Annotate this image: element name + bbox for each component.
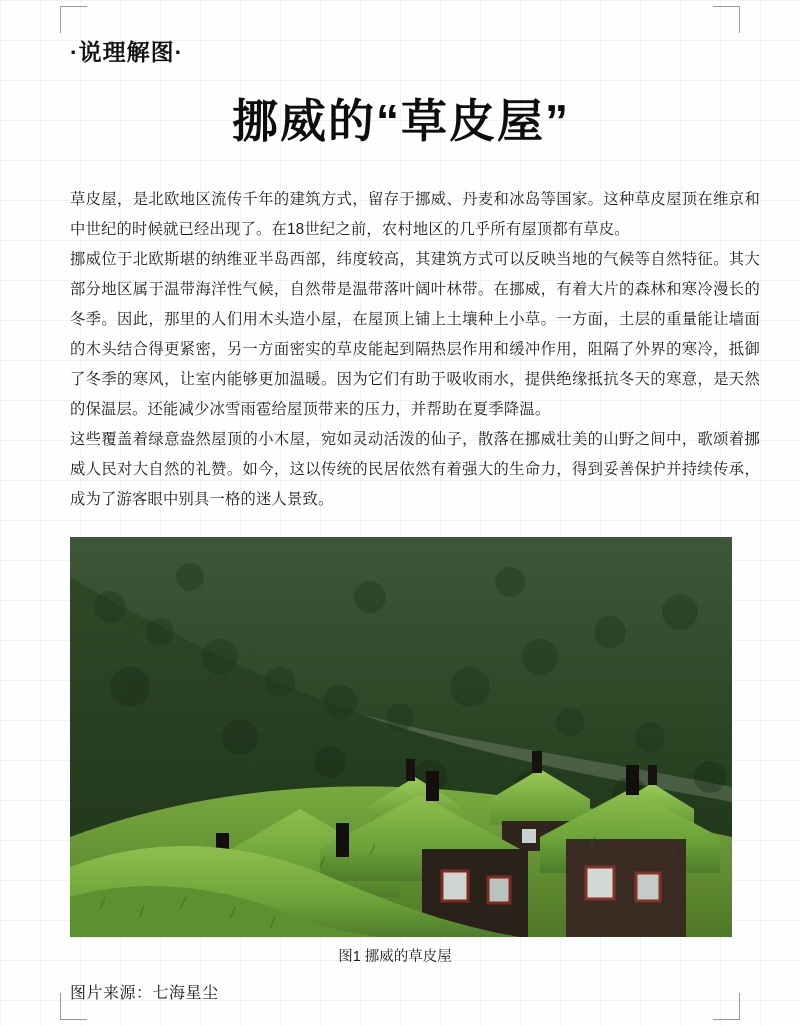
paragraph-2: 挪威位于北欧斯堪的纳维亚半岛西部，纬度较高，其建筑方式可以反映当地的气候等自然特征。其大部分地区属于温带海洋性气候，自然带是温带落叶阔叶林带。在挪威，有着大片的森林和寒冷漫长的冬季。因此，那里的人们用木头造小屋，在屋顶上铺上土壤种上小草。一方面，土层的重量能让墙面的木头结合得更紧密，另一方面密实的草皮能起到隔热层作用和缓冲作用，阻隔了外界的寒冷，抵御了冬季的寒风，让室内能够更加温暖。因为它们有助于吸收雨水，提供绝缘抵抗冬天的寒意，是天然的保温层。还能减少冰雪雨雹给屋顶带来的压力，并帮助在夏季降温。	[70, 251, 760, 418]
section-kicker: ·说理解图·	[70, 39, 184, 65]
figure-caption: 图1 挪威的草皮屋	[338, 949, 452, 965]
turf-house-illustration	[70, 537, 732, 937]
paragraph-3: 这些覆盖着绿意盎然屋顶的小木屋，宛如灵动活泼的仙子，散落在挪威壮美的山野之间中，歌颂着挪威人民对大自然的礼赞。如今，这以传统的民居依然有着强大的生命力，得到妥善保护并持续传承，成为了游客眼中别具一格的迷人景致。	[70, 431, 760, 508]
paragraph-1: 草皮屋，是北欧地区流传千年的建筑方式，留存于挪威、丹麦和冰岛等国家。这种草皮屋顶在维京和中世纪的时候就已经出现了。在18世纪之前，农村地区的几乎所有屋顶都有草皮。	[70, 191, 760, 238]
figure-image	[70, 537, 732, 937]
article-body	[70, 185, 760, 515]
document-content	[70, 0, 760, 1003]
image-source-label: 图片来源：七海星尘	[70, 985, 219, 1002]
page-title: 挪威的“草皮屋”	[232, 95, 570, 147]
